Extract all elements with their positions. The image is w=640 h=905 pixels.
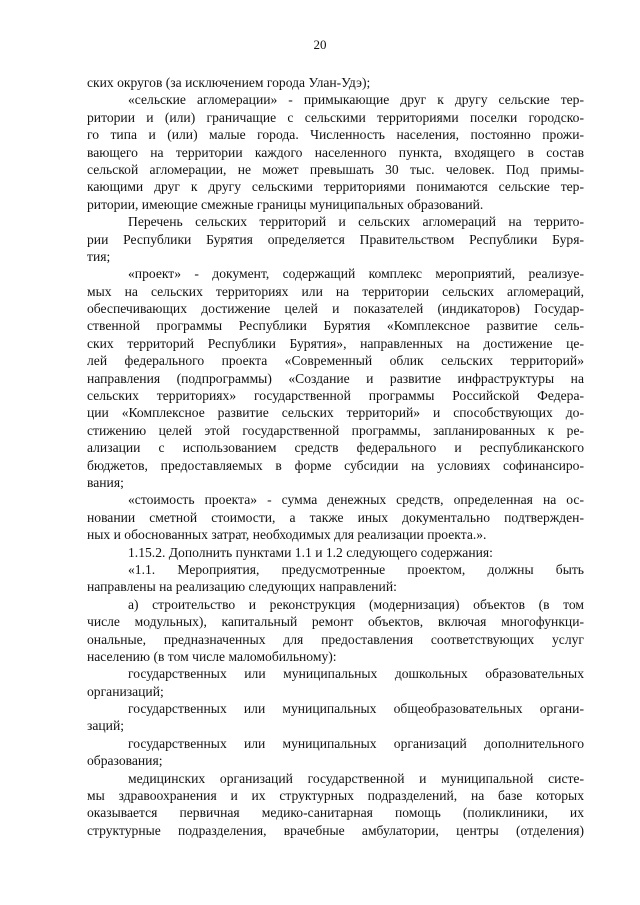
text-line: населению (в том числе маломобильному): bbox=[87, 648, 337, 664]
text-line: государственных или муниципальных организаций дополнительного bbox=[128, 735, 584, 751]
text-line: вающего на территории каждого населенного пункта, входящего в состав bbox=[87, 144, 584, 160]
text-line: государственных или муниципальных дошкольных образовательных bbox=[128, 666, 584, 682]
text-line: «1.1. Мероприятия, предусмотренные проектом, должны быть bbox=[128, 561, 584, 577]
text-line: «сельские агломерации» - примыкающие друг к другу сельские тер- bbox=[128, 92, 584, 108]
text-line: стижению целей этой государственной программы, запланированных к ре- bbox=[87, 422, 584, 438]
page-number: 20 bbox=[313, 37, 327, 52]
text-line: бюджетов, предоставляемых в форме субсидии на условиях софинансиро- bbox=[87, 457, 584, 473]
text-line: 1.15.2. Дополнить пунктами 1.1 и 1.2 следующего содержания: bbox=[128, 544, 493, 560]
text-line: структурные подразделения, врачебные амбулатории, центры (отделения) bbox=[87, 822, 584, 838]
text-line: а) строительство и реконструкция (модернизация) объектов (в том bbox=[128, 596, 584, 612]
text-line: новании сметной стоимости, а также иных документально подтвержден- bbox=[87, 509, 584, 525]
text-line: государственных или муниципальных общеобразовательных органи- bbox=[128, 701, 584, 717]
text-line: «проект» - документ, содержащий комплекс мероприятий, реализуе- bbox=[128, 266, 584, 282]
text-line: числе модульных), капитальный ремонт объектов, включая многофункци- bbox=[87, 614, 584, 630]
text-line: вания; bbox=[87, 474, 124, 490]
text-line: мы здравоохранения и их структурных подразделений, на базе которых bbox=[87, 788, 584, 804]
text-line: «стоимость проекта» - сумма денежных средств, определенная на ос- bbox=[128, 492, 584, 508]
text-line: обеспечивающих достижение целей и показателей (индикаторов) Государ- bbox=[87, 301, 584, 317]
text-line: го типа и (или) малые города. Численность населения, постоянно прожи- bbox=[87, 127, 584, 143]
text-line: Перечень сельских территорий и сельских агломераций на террито- bbox=[128, 214, 584, 230]
document-body bbox=[87, 74, 584, 839]
text-line: сельских территориях» государственной программы Российской Федера- bbox=[87, 388, 584, 404]
text-line: ритории и (или) граничащие с сельскими территориями поселки городско- bbox=[87, 109, 584, 125]
text-line: кающими друг к другу сельскими территориями понимаются сельские тер- bbox=[87, 179, 584, 195]
text-line: медицинских организаций государственной и муниципальной систе- bbox=[128, 770, 584, 786]
text-line: сельской агломерации, не может превышать 30 тыс. человек. Под примы- bbox=[87, 161, 584, 177]
text-line: рии Республики Бурятия определяется Правительством Республики Буря- bbox=[87, 231, 584, 247]
text-line: ализации с использованием средств федерального и республиканского bbox=[87, 440, 584, 456]
text-line: оказывается первичная медико-санитарная помощь (поликлиники, их bbox=[87, 805, 584, 821]
text-line: ции «Комплексное развитие сельских территорий» и способствующих до- bbox=[87, 405, 584, 421]
text-line: лей федерального проекта «Современный облик сельских территорий» bbox=[87, 353, 584, 369]
text-line: ских территорий Республики Бурятия», направленных на достижение це- bbox=[87, 335, 584, 351]
text-line: организаций; bbox=[87, 683, 164, 699]
text-line: ритории, имеющие смежные границы муниципальных образований. bbox=[87, 196, 484, 212]
text-line: заций; bbox=[87, 718, 125, 734]
text-line: тия; bbox=[87, 248, 111, 264]
text-line: ских округов (за исключением города Улан-Удэ); bbox=[87, 75, 371, 90]
text-line: ональные, предназначенных для предоставления соответствующих услуг bbox=[87, 631, 584, 647]
text-line: направлены на реализацию следующих направлений: bbox=[87, 579, 397, 595]
text-line: ных и обоснованных затрат, необходимых для реализации проекта.». bbox=[87, 527, 487, 543]
text-line: образования; bbox=[87, 753, 163, 769]
text-line: ственной программы Республики Бурятия «Комплексное развитие сель- bbox=[87, 318, 584, 334]
text-line: направления (подпрограммы) «Создание и развитие инфраструктуры на bbox=[87, 370, 584, 386]
text-line: мых на сельских территориях или на территории сельских агломераций, bbox=[87, 283, 584, 299]
